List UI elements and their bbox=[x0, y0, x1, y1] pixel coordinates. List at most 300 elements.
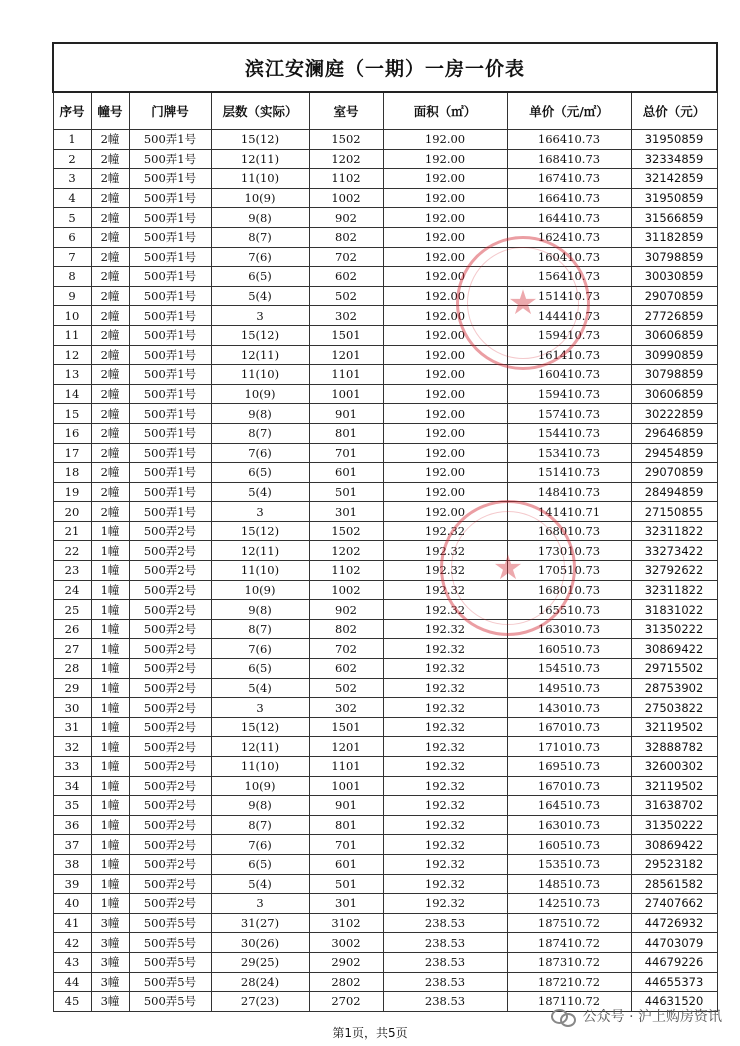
cell-total-price: 32888782 bbox=[631, 737, 717, 757]
cell-total-price: 27407662 bbox=[631, 894, 717, 914]
cell-room: 3102 bbox=[309, 913, 383, 933]
cell-unit-price: 187310.72 bbox=[507, 952, 631, 972]
cell-door: 500弄1号 bbox=[129, 169, 211, 189]
cell-area: 192.32 bbox=[383, 835, 507, 855]
cell-door: 500弄2号 bbox=[129, 639, 211, 659]
cell-floor: 15(12) bbox=[211, 717, 309, 737]
cell-total-price: 32142859 bbox=[631, 169, 717, 189]
cell-room: 1202 bbox=[309, 541, 383, 561]
cell-floor: 3 bbox=[211, 306, 309, 326]
cell-unit-price: 163010.73 bbox=[507, 815, 631, 835]
cell-building: 1幢 bbox=[91, 835, 129, 855]
cell-area: 238.53 bbox=[383, 992, 507, 1012]
cell-area: 192.00 bbox=[383, 482, 507, 502]
cell-building: 3幢 bbox=[91, 972, 129, 992]
cell-room: 302 bbox=[309, 306, 383, 326]
cell-area: 192.00 bbox=[383, 502, 507, 522]
cell-door: 500弄5号 bbox=[129, 913, 211, 933]
cell-room: 702 bbox=[309, 639, 383, 659]
cell-unit-price: 143010.73 bbox=[507, 698, 631, 718]
cell-floor: 11(10) bbox=[211, 757, 309, 777]
cell-seq: 26 bbox=[53, 619, 91, 639]
official-seal-lower: ★ bbox=[440, 500, 576, 636]
cell-building: 2幢 bbox=[91, 267, 129, 287]
cell-area: 192.32 bbox=[383, 678, 507, 698]
cell-total-price: 30869422 bbox=[631, 639, 717, 659]
cell-building: 1幢 bbox=[91, 659, 129, 679]
cell-door: 500弄2号 bbox=[129, 796, 211, 816]
table-row bbox=[53, 208, 717, 228]
cell-floor: 10(9) bbox=[211, 776, 309, 796]
cell-area: 192.00 bbox=[383, 384, 507, 404]
cell-room: 802 bbox=[309, 619, 383, 639]
table-row bbox=[53, 169, 717, 189]
price-table bbox=[52, 42, 718, 1012]
price-sheet bbox=[52, 42, 716, 1012]
cell-unit-price: 187410.72 bbox=[507, 933, 631, 953]
cell-floor: 3 bbox=[211, 698, 309, 718]
cell-total-price: 27726859 bbox=[631, 306, 717, 326]
cell-door: 500弄5号 bbox=[129, 972, 211, 992]
header-building: 幢号 bbox=[91, 92, 129, 130]
cell-floor: 5(4) bbox=[211, 874, 309, 894]
cell-unit-price: 168010.73 bbox=[507, 521, 631, 541]
cell-unit-price: 148410.73 bbox=[507, 482, 631, 502]
cell-total-price: 28561582 bbox=[631, 874, 717, 894]
cell-total-price: 30030859 bbox=[631, 267, 717, 287]
cell-unit-price: 142510.73 bbox=[507, 894, 631, 914]
cell-total-price: 32792622 bbox=[631, 561, 717, 581]
cell-unit-price: 187110.72 bbox=[507, 992, 631, 1012]
cell-door: 500弄1号 bbox=[129, 463, 211, 483]
cell-room: 302 bbox=[309, 698, 383, 718]
cell-total-price: 31566859 bbox=[631, 208, 717, 228]
cell-door: 500弄1号 bbox=[129, 502, 211, 522]
cell-floor: 6(5) bbox=[211, 463, 309, 483]
cell-unit-price: 160510.73 bbox=[507, 639, 631, 659]
table-row bbox=[53, 913, 717, 933]
cell-building: 1幢 bbox=[91, 639, 129, 659]
cell-seq: 23 bbox=[53, 561, 91, 581]
cell-room: 3002 bbox=[309, 933, 383, 953]
table-row bbox=[53, 286, 717, 306]
cell-room: 1502 bbox=[309, 130, 383, 150]
cell-room: 902 bbox=[309, 208, 383, 228]
cell-seq: 11 bbox=[53, 325, 91, 345]
cell-total-price: 44679226 bbox=[631, 952, 717, 972]
cell-area: 192.00 bbox=[383, 443, 507, 463]
cell-seq: 22 bbox=[53, 541, 91, 561]
cell-room: 801 bbox=[309, 423, 383, 443]
cell-room: 1001 bbox=[309, 776, 383, 796]
cell-area: 192.32 bbox=[383, 854, 507, 874]
cell-room: 802 bbox=[309, 227, 383, 247]
cell-floor: 10(9) bbox=[211, 384, 309, 404]
cell-area: 192.32 bbox=[383, 757, 507, 777]
cell-area: 192.32 bbox=[383, 815, 507, 835]
cell-floor: 12(11) bbox=[211, 149, 309, 169]
table-row bbox=[53, 854, 717, 874]
cell-seq: 12 bbox=[53, 345, 91, 365]
cell-total-price: 28753902 bbox=[631, 678, 717, 698]
cell-total-price: 44703079 bbox=[631, 933, 717, 953]
cell-unit-price: 162410.73 bbox=[507, 227, 631, 247]
table-row bbox=[53, 384, 717, 404]
cell-building: 2幢 bbox=[91, 345, 129, 365]
cell-building: 3幢 bbox=[91, 952, 129, 972]
cell-building: 1幢 bbox=[91, 815, 129, 835]
cell-door: 500弄1号 bbox=[129, 208, 211, 228]
cell-unit-price: 148510.73 bbox=[507, 874, 631, 894]
cell-floor: 11(10) bbox=[211, 365, 309, 385]
cell-unit-price: 153510.73 bbox=[507, 854, 631, 874]
cell-room: 1201 bbox=[309, 345, 383, 365]
cell-area: 192.00 bbox=[383, 130, 507, 150]
cell-unit-price: 187510.72 bbox=[507, 913, 631, 933]
cell-floor: 7(6) bbox=[211, 443, 309, 463]
cell-room: 1501 bbox=[309, 717, 383, 737]
cell-seq: 10 bbox=[53, 306, 91, 326]
cell-room: 1101 bbox=[309, 757, 383, 777]
cell-floor: 6(5) bbox=[211, 659, 309, 679]
cell-door: 500弄1号 bbox=[129, 149, 211, 169]
header-unit-price: 单价（元/㎡） bbox=[507, 92, 631, 130]
cell-unit-price: 149510.73 bbox=[507, 678, 631, 698]
cell-seq: 45 bbox=[53, 992, 91, 1012]
cell-building: 1幢 bbox=[91, 698, 129, 718]
cell-door: 500弄2号 bbox=[129, 698, 211, 718]
table-row bbox=[53, 815, 717, 835]
cell-door: 500弄1号 bbox=[129, 404, 211, 424]
cell-floor: 6(5) bbox=[211, 267, 309, 287]
table-title: 滨江安澜庭（一期）一房一价表 bbox=[53, 43, 717, 92]
cell-seq: 29 bbox=[53, 678, 91, 698]
cell-room: 502 bbox=[309, 286, 383, 306]
table-row bbox=[53, 443, 717, 463]
cell-total-price: 27150855 bbox=[631, 502, 717, 522]
cell-unit-price: 168410.73 bbox=[507, 149, 631, 169]
cell-area: 192.00 bbox=[383, 247, 507, 267]
cell-total-price: 29715502 bbox=[631, 659, 717, 679]
table-row bbox=[53, 835, 717, 855]
cell-building: 1幢 bbox=[91, 600, 129, 620]
cell-door: 500弄2号 bbox=[129, 600, 211, 620]
cell-seq: 19 bbox=[53, 482, 91, 502]
cell-room: 301 bbox=[309, 894, 383, 914]
cell-area: 192.00 bbox=[383, 404, 507, 424]
cell-door: 500弄2号 bbox=[129, 815, 211, 835]
cell-area: 192.32 bbox=[383, 796, 507, 816]
cell-room: 1102 bbox=[309, 561, 383, 581]
cell-room: 1502 bbox=[309, 521, 383, 541]
cell-building: 2幢 bbox=[91, 325, 129, 345]
cell-seq: 25 bbox=[53, 600, 91, 620]
cell-total-price: 29646859 bbox=[631, 423, 717, 443]
cell-door: 500弄1号 bbox=[129, 306, 211, 326]
cell-room: 1002 bbox=[309, 580, 383, 600]
cell-room: 701 bbox=[309, 835, 383, 855]
cell-building: 1幢 bbox=[91, 541, 129, 561]
cell-building: 1幢 bbox=[91, 678, 129, 698]
cell-total-price: 27503822 bbox=[631, 698, 717, 718]
cell-total-price: 31831022 bbox=[631, 600, 717, 620]
cell-unit-price: 153410.73 bbox=[507, 443, 631, 463]
cell-seq: 24 bbox=[53, 580, 91, 600]
cell-total-price: 30606859 bbox=[631, 325, 717, 345]
cell-seq: 1 bbox=[53, 130, 91, 150]
cell-building: 1幢 bbox=[91, 776, 129, 796]
cell-floor: 29(25) bbox=[211, 952, 309, 972]
cell-room: 301 bbox=[309, 502, 383, 522]
cell-area: 192.32 bbox=[383, 521, 507, 541]
cell-total-price: 32119502 bbox=[631, 717, 717, 737]
cell-total-price: 32311822 bbox=[631, 521, 717, 541]
cell-unit-price: 167010.73 bbox=[507, 776, 631, 796]
cell-unit-price: 166410.73 bbox=[507, 188, 631, 208]
cell-building: 3幢 bbox=[91, 913, 129, 933]
cell-total-price: 33273422 bbox=[631, 541, 717, 561]
table-body bbox=[53, 130, 717, 1012]
cell-room: 601 bbox=[309, 854, 383, 874]
cell-door: 500弄2号 bbox=[129, 874, 211, 894]
cell-total-price: 31950859 bbox=[631, 130, 717, 150]
table-row bbox=[53, 482, 717, 502]
table-row bbox=[53, 267, 717, 287]
cell-unit-price: 163010.73 bbox=[507, 619, 631, 639]
cell-room: 1501 bbox=[309, 325, 383, 345]
cell-seq: 4 bbox=[53, 188, 91, 208]
header-floor: 层数（实际） bbox=[211, 92, 309, 130]
cell-seq: 28 bbox=[53, 659, 91, 679]
cell-door: 500弄1号 bbox=[129, 423, 211, 443]
cell-total-price: 32311822 bbox=[631, 580, 717, 600]
cell-unit-price: 165510.73 bbox=[507, 600, 631, 620]
cell-door: 500弄2号 bbox=[129, 541, 211, 561]
cell-room: 1201 bbox=[309, 737, 383, 757]
cell-room: 701 bbox=[309, 443, 383, 463]
table-row bbox=[53, 345, 717, 365]
cell-room: 502 bbox=[309, 678, 383, 698]
cell-seq: 27 bbox=[53, 639, 91, 659]
table-row bbox=[53, 678, 717, 698]
cell-room: 702 bbox=[309, 247, 383, 267]
table-row bbox=[53, 796, 717, 816]
cell-unit-price: 164510.73 bbox=[507, 796, 631, 816]
cell-floor: 9(8) bbox=[211, 796, 309, 816]
table-row bbox=[53, 600, 717, 620]
cell-room: 1102 bbox=[309, 169, 383, 189]
cell-area: 192.00 bbox=[383, 345, 507, 365]
cell-unit-price: 156410.73 bbox=[507, 267, 631, 287]
table-row bbox=[53, 757, 717, 777]
cell-floor: 6(5) bbox=[211, 854, 309, 874]
cell-area: 192.32 bbox=[383, 659, 507, 679]
cell-building: 3幢 bbox=[91, 933, 129, 953]
cell-room: 1101 bbox=[309, 365, 383, 385]
cell-seq: 33 bbox=[53, 757, 91, 777]
cell-unit-price: 171010.73 bbox=[507, 737, 631, 757]
table-row bbox=[53, 619, 717, 639]
cell-seq: 36 bbox=[53, 815, 91, 835]
table-row bbox=[53, 952, 717, 972]
cell-door: 500弄1号 bbox=[129, 267, 211, 287]
cell-door: 500弄1号 bbox=[129, 286, 211, 306]
cell-area: 192.32 bbox=[383, 561, 507, 581]
cell-building: 3幢 bbox=[91, 992, 129, 1012]
cell-floor: 15(12) bbox=[211, 130, 309, 150]
cell-area: 192.00 bbox=[383, 365, 507, 385]
table-row bbox=[53, 874, 717, 894]
cell-building: 1幢 bbox=[91, 521, 129, 541]
table-row bbox=[53, 580, 717, 600]
cell-seq: 8 bbox=[53, 267, 91, 287]
cell-floor: 7(6) bbox=[211, 639, 309, 659]
cell-floor: 3 bbox=[211, 502, 309, 522]
cell-total-price: 32334859 bbox=[631, 149, 717, 169]
cell-seq: 39 bbox=[53, 874, 91, 894]
cell-seq: 18 bbox=[53, 463, 91, 483]
cell-total-price: 30990859 bbox=[631, 345, 717, 365]
cell-seq: 34 bbox=[53, 776, 91, 796]
watermark bbox=[551, 1006, 722, 1026]
cell-total-price: 29070859 bbox=[631, 286, 717, 306]
cell-building: 2幢 bbox=[91, 149, 129, 169]
page-number: 第1页，共5页 bbox=[332, 1026, 408, 1040]
table-row bbox=[53, 659, 717, 679]
cell-seq: 7 bbox=[53, 247, 91, 267]
cell-door: 500弄2号 bbox=[129, 835, 211, 855]
cell-area: 238.53 bbox=[383, 933, 507, 953]
cell-floor: 8(7) bbox=[211, 619, 309, 639]
cell-seq: 35 bbox=[53, 796, 91, 816]
cell-total-price: 44726932 bbox=[631, 913, 717, 933]
cell-area: 238.53 bbox=[383, 972, 507, 992]
cell-floor: 9(8) bbox=[211, 404, 309, 424]
cell-door: 500弄2号 bbox=[129, 619, 211, 639]
cell-door: 500弄5号 bbox=[129, 992, 211, 1012]
cell-building: 2幢 bbox=[91, 286, 129, 306]
cell-building: 2幢 bbox=[91, 404, 129, 424]
cell-building: 1幢 bbox=[91, 561, 129, 581]
cell-area: 192.32 bbox=[383, 698, 507, 718]
cell-door: 500弄2号 bbox=[129, 737, 211, 757]
cell-floor: 28(24) bbox=[211, 972, 309, 992]
cell-total-price: 30798859 bbox=[631, 365, 717, 385]
header-door: 门牌号 bbox=[129, 92, 211, 130]
table-row bbox=[53, 698, 717, 718]
cell-area: 192.32 bbox=[383, 619, 507, 639]
header-row bbox=[53, 92, 717, 130]
cell-unit-price: 167010.73 bbox=[507, 717, 631, 737]
cell-room: 1002 bbox=[309, 188, 383, 208]
cell-floor: 12(11) bbox=[211, 737, 309, 757]
cell-area: 192.00 bbox=[383, 227, 507, 247]
cell-unit-price: 187210.72 bbox=[507, 972, 631, 992]
cell-seq: 3 bbox=[53, 169, 91, 189]
cell-area: 238.53 bbox=[383, 913, 507, 933]
cell-seq: 20 bbox=[53, 502, 91, 522]
cell-total-price: 31182859 bbox=[631, 227, 717, 247]
cell-floor: 8(7) bbox=[211, 815, 309, 835]
cell-room: 901 bbox=[309, 796, 383, 816]
cell-area: 192.00 bbox=[383, 423, 507, 443]
cell-seq: 16 bbox=[53, 423, 91, 443]
cell-floor: 11(10) bbox=[211, 561, 309, 581]
cell-seq: 38 bbox=[53, 854, 91, 874]
cell-room: 2902 bbox=[309, 952, 383, 972]
table-row bbox=[53, 737, 717, 757]
table-row bbox=[53, 188, 717, 208]
cell-floor: 15(12) bbox=[211, 521, 309, 541]
cell-unit-price: 141410.71 bbox=[507, 502, 631, 522]
cell-area: 192.00 bbox=[383, 169, 507, 189]
cell-room: 501 bbox=[309, 874, 383, 894]
cell-building: 2幢 bbox=[91, 463, 129, 483]
cell-area: 238.53 bbox=[383, 952, 507, 972]
cell-area: 192.32 bbox=[383, 894, 507, 914]
table-row bbox=[53, 933, 717, 953]
table-row bbox=[53, 776, 717, 796]
cell-area: 192.32 bbox=[383, 776, 507, 796]
cell-building: 2幢 bbox=[91, 502, 129, 522]
cell-floor: 3 bbox=[211, 894, 309, 914]
cell-door: 500弄2号 bbox=[129, 561, 211, 581]
cell-floor: 8(7) bbox=[211, 423, 309, 443]
cell-total-price: 30222859 bbox=[631, 404, 717, 424]
table-row bbox=[53, 306, 717, 326]
cell-total-price: 44655373 bbox=[631, 972, 717, 992]
cell-unit-price: 167410.73 bbox=[507, 169, 631, 189]
cell-floor: 30(26) bbox=[211, 933, 309, 953]
header-seq: 序号 bbox=[53, 92, 91, 130]
cell-area: 192.00 bbox=[383, 149, 507, 169]
cell-building: 2幢 bbox=[91, 169, 129, 189]
cell-unit-price: 161410.73 bbox=[507, 345, 631, 365]
cell-floor: 8(7) bbox=[211, 227, 309, 247]
cell-floor: 15(12) bbox=[211, 325, 309, 345]
cell-total-price: 29070859 bbox=[631, 463, 717, 483]
cell-area: 192.32 bbox=[383, 580, 507, 600]
cell-area: 192.00 bbox=[383, 286, 507, 306]
table-row bbox=[53, 325, 717, 345]
cell-room: 602 bbox=[309, 267, 383, 287]
cell-room: 601 bbox=[309, 463, 383, 483]
cell-unit-price: 160410.73 bbox=[507, 365, 631, 385]
cell-building: 1幢 bbox=[91, 796, 129, 816]
cell-unit-price: 166410.73 bbox=[507, 130, 631, 150]
cell-door: 500弄2号 bbox=[129, 894, 211, 914]
cell-room: 902 bbox=[309, 600, 383, 620]
cell-room: 2702 bbox=[309, 992, 383, 1012]
cell-floor: 5(4) bbox=[211, 678, 309, 698]
wechat-icon bbox=[551, 1007, 577, 1025]
cell-unit-price: 151410.73 bbox=[507, 286, 631, 306]
cell-unit-price: 173010.73 bbox=[507, 541, 631, 561]
cell-area: 192.00 bbox=[383, 325, 507, 345]
cell-seq: 37 bbox=[53, 835, 91, 855]
cell-floor: 9(8) bbox=[211, 600, 309, 620]
cell-total-price: 44631520 bbox=[631, 992, 717, 1012]
table-row bbox=[53, 717, 717, 737]
cell-building: 1幢 bbox=[91, 619, 129, 639]
cell-seq: 42 bbox=[53, 933, 91, 953]
cell-door: 500弄1号 bbox=[129, 325, 211, 345]
cell-unit-price: 144410.73 bbox=[507, 306, 631, 326]
table-row bbox=[53, 463, 717, 483]
cell-seq: 44 bbox=[53, 972, 91, 992]
cell-door: 500弄2号 bbox=[129, 521, 211, 541]
cell-floor: 10(9) bbox=[211, 580, 309, 600]
